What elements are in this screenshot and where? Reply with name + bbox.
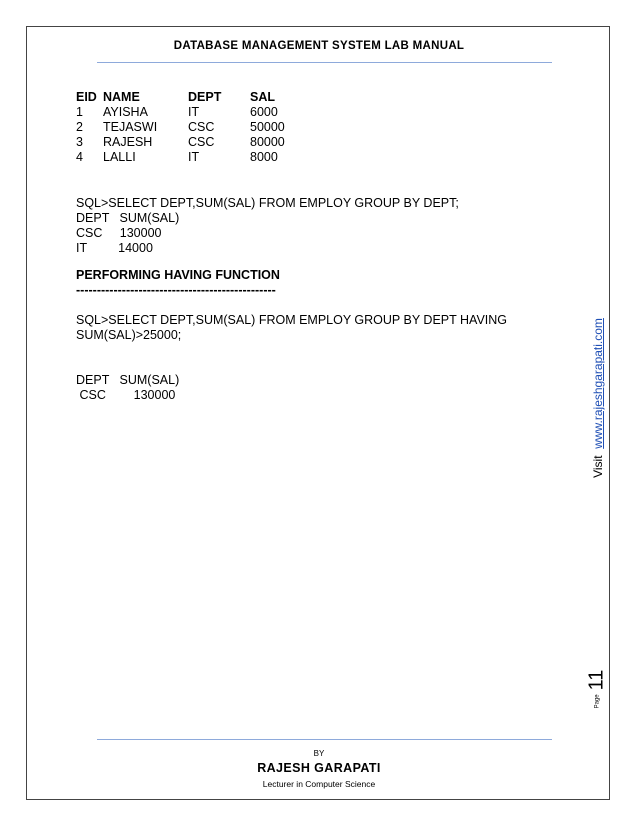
column-header-name: NAME — [103, 90, 140, 104]
result-row: CSC 130000 — [76, 388, 176, 402]
result-row: CSC 130000 — [76, 226, 162, 240]
page-number-value: 11 — [585, 669, 608, 691]
having-section — [76, 268, 546, 298]
column-header-dept: DEPT — [188, 90, 222, 104]
table-cell: AYISHA — [103, 105, 148, 119]
table-header-row — [76, 90, 285, 105]
column-header-eid: EID — [76, 90, 97, 104]
page-content — [76, 90, 546, 403]
sql-query-having-line1: SQL>SELECT DEPT,SUM(SAL) FROM EMPLOY GROUP BY DEPT HAVING — [76, 313, 508, 327]
table-cell: 50000 — [250, 120, 285, 134]
footer-by: BY — [313, 749, 325, 758]
table-cell: LALLI — [103, 150, 136, 164]
website-link[interactable]: www.rajeshgarapati.com — [591, 318, 605, 449]
table-cell: IT — [188, 105, 200, 119]
table-row — [76, 150, 285, 165]
group-by-query-block — [76, 196, 546, 256]
table-row — [76, 135, 285, 150]
employ-table — [76, 90, 285, 165]
footer-rule — [97, 739, 552, 740]
table-cell: IT — [188, 150, 200, 164]
table-cell: 4 — [76, 150, 83, 164]
table-cell: 6000 — [250, 105, 278, 119]
result-header: DEPT SUM(SAL) — [76, 373, 180, 387]
result-header: DEPT SUM(SAL) — [76, 211, 180, 225]
footer-role: Lecturer in Computer Science — [262, 779, 376, 789]
table-cell: 2 — [76, 120, 83, 134]
section-heading: PERFORMING HAVING FUNCTION — [76, 268, 280, 282]
result-row: IT 14000 — [76, 241, 153, 255]
table-cell: 80000 — [250, 135, 285, 149]
page-label: Page — [594, 694, 600, 709]
table-row — [76, 120, 285, 135]
table-cell: CSC — [188, 120, 215, 134]
table-cell: RAJESH — [103, 135, 153, 149]
having-result-block — [76, 373, 546, 403]
column-header-sal: SAL — [250, 90, 275, 104]
table-cell: 1 — [76, 105, 83, 119]
visit-label: Visit — [591, 455, 605, 478]
header-title: DATABASE MANAGEMENT SYSTEM LAB MANUAL — [173, 40, 465, 52]
sql-query-having-line2: SUM(SAL)>25000; — [76, 328, 182, 342]
header-rule — [97, 62, 552, 63]
sql-query-group-by: SQL>SELECT DEPT,SUM(SAL) FROM EMPLOY GROUP BY DEPT; — [76, 196, 459, 210]
having-query-block — [76, 313, 546, 343]
table-row — [76, 105, 285, 120]
side-visit-text — [591, 318, 605, 478]
table-cell: 3 — [76, 135, 83, 149]
section-underline: ------------------------------------------------ — [76, 283, 276, 297]
footer-author: RAJESH GARAPATI — [257, 761, 381, 775]
table-cell: CSC — [188, 135, 215, 149]
table-cell: TEJASWI — [103, 120, 158, 134]
table-cell: 8000 — [250, 150, 278, 164]
page-number — [586, 670, 609, 709]
